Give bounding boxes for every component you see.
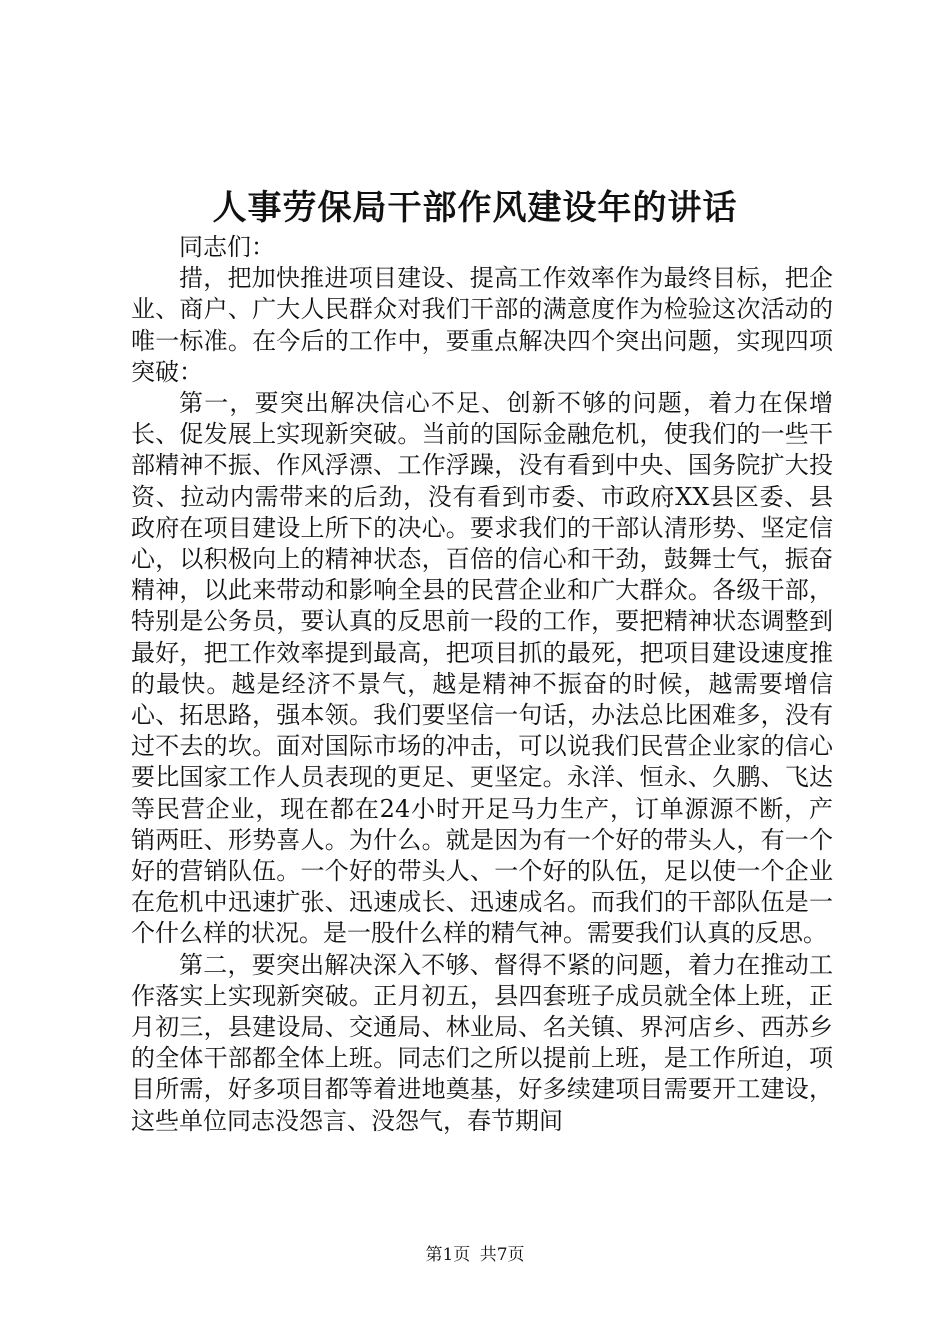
salutation: 同志们： [179,233,275,261]
page-number: 第1页 [425,1245,471,1265]
page-total: 共7页 [479,1245,525,1265]
page-footer [0,1244,950,1266]
paragraph-second-point: 第二，要突出解决深入不够、督得不紧的问题，着力在推动工作落实上实现新突破。正月初五，县四套班子成员就全体上班，正月初三，县建设局、交通局、林业局、名关镇、界河店乡、西苏乡的全体干部都全体上班。同志们之所以提前上班，是工作所迫，项目所需，好多项目都等着进地奠基，好多续建项目需要开工建设，这些单位同志没怨言、没怨气，春节期间 [131,950,833,1135]
document-body [131,232,833,1137]
document-title: 人事劳保局干部作风建设年的讲话 [212,188,738,228]
paragraph-intro: 措，把加快推进项目建设、提高工作效率作为最终目标，把企业、商户、广大人民群众对我们干部的满意度作为检验这次活动的唯一标准。在今后的工作中，要重点解决四个突出问题，实现四项突破： [131,264,833,386]
paragraph-first-point: 第一，要突出解决信心不足、创新不够的问题，着力在保增长、促发展上实现新突破。当前的国际金融危机，使我们的一些干部精神不振、作风浮漂、工作浮躁，没有看到中央、国务院扩大投资、拉动内需带来的后劲，没有看到市委、市政府XX县区委、县政府在项目建设上所下的决心。要求我们的干部认清形势、坚定信心，以积极向上的精神状态，百倍的信心和干劲，鼓舞士气，振奋精神，以此来带动和影响全县的民营企业和广大群众。各级干部，特别是公务员，要认真的反思前一段的工作，要把精神状态调整到最好，把工作效率提到最高，把项目抓的最死，把项目建设速度推的最快。越是经济不景气，越是精神不振奋的时候，越需要增信心、拓思路，强本领。我们要坚信一句话，办法总比困难多，没有过不去的坎。面对国际市场的冲击，可以说我们民营企业家的信心要比国家工作人员表现的更足、更坚定。永洋、恒永、久鹏、飞达等民营企业，现在都在24小时开足马力生产，订单源源不断，产销两旺、形势喜人。为什么。就是因为有一个好的带头人，有一个好的营销队伍。一个好的带头人、一个好的队伍，足以使一个企业在危机中迅速扩张、迅速成长、迅速成名。而我们的干部队伍是一个什么样的状况。是一股什么样的精气神。需要我们认真的反思。 [131,389,833,948]
